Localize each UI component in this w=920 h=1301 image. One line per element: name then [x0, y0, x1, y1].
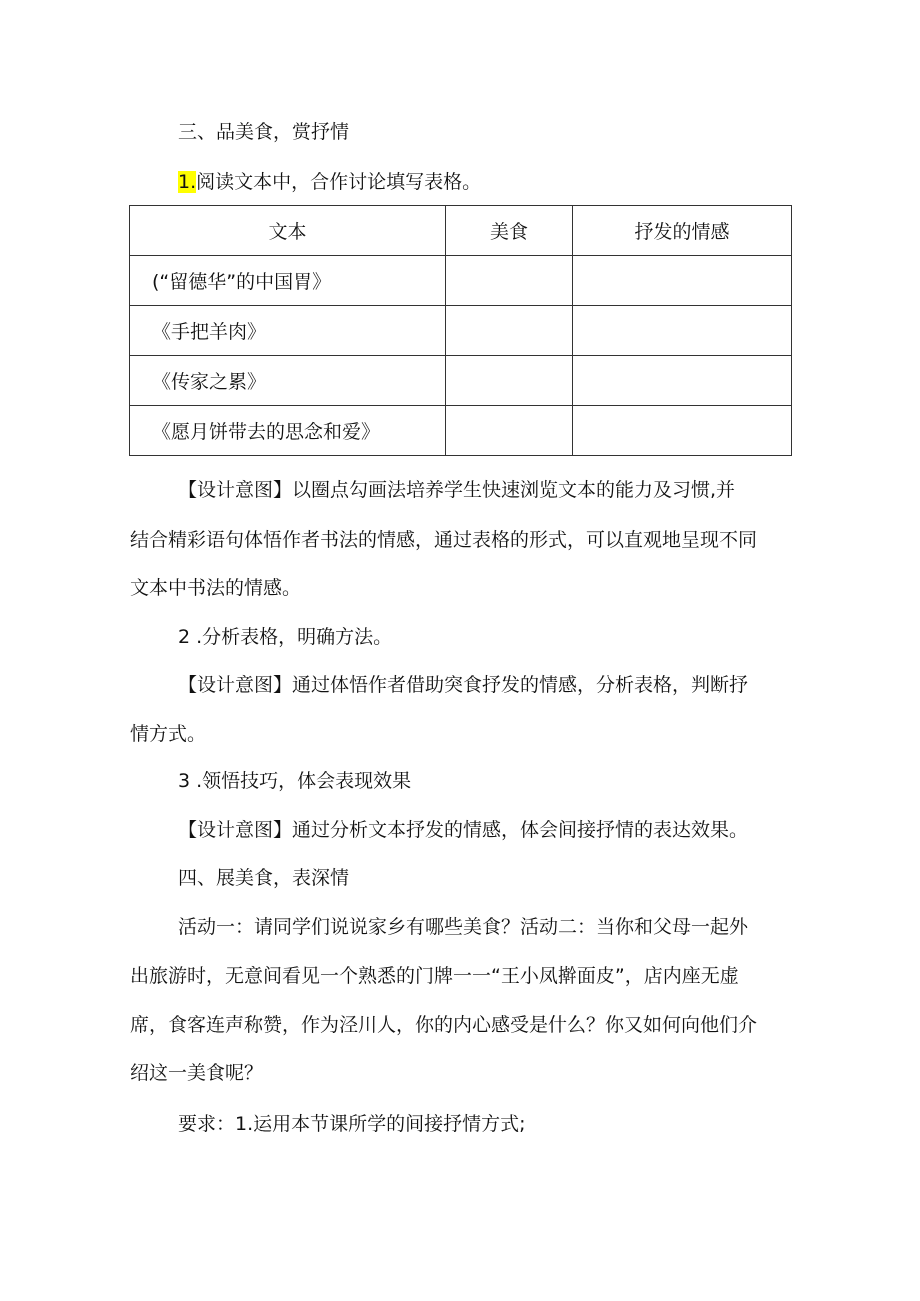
design-intent-1-line-1: 【设计意图】以圈点勾画法培养学生快速浏览文本的能力及习惯,并: [178, 479, 736, 501]
table-row: [130, 256, 792, 306]
activity-line-4: 绍这一美食呢？: [130, 1062, 264, 1084]
section-4-heading: 四、展美食，表深情: [178, 867, 350, 889]
requirement-line: 要求：1.运用本节课所学的间接抒情方式;: [178, 1113, 526, 1135]
cell-title: 《传家之累》: [130, 356, 446, 406]
item-1-text: 阅读文本中，合作讨论填写表格。: [196, 171, 482, 193]
table-row: [130, 406, 792, 456]
cell-emotion[interactable]: [573, 256, 792, 306]
design-intent-3: 【设计意图】通过分析文本抒发的情感，体会间接抒情的表达效果。: [178, 819, 749, 841]
cell-title: (“留德华”的中国胃》: [130, 256, 446, 306]
design-intent-1-line-3: 文本中书法的情感。: [130, 577, 302, 599]
item-3: 3 .领悟技巧，体会表现效果: [178, 770, 412, 792]
activity-line-1: 活动一：请同学们说说家乡有哪些美食？活动二：当你和父母一起外: [178, 916, 749, 938]
cell-food[interactable]: [446, 256, 573, 306]
design-intent-2-line-1: 【设计意图】通过体悟作者借助突食抒发的情感，分析表格，判断抒: [178, 674, 749, 696]
item-1: [178, 170, 810, 194]
header-emotion: 抒发的情感: [573, 206, 792, 256]
item-1-number: 1.: [178, 171, 197, 193]
design-intent-2-line-2: 情方式。: [130, 723, 207, 745]
header-text: 文本: [130, 206, 446, 256]
design-intent-1-line-2: 结合精彩语句体悟作者书法的情感，通过表格的形式，可以直观地呈现不同: [130, 529, 758, 551]
cell-food[interactable]: [446, 356, 573, 406]
cell-emotion[interactable]: [573, 306, 792, 356]
cell-food[interactable]: [446, 306, 573, 356]
section-3-heading: 三、品美食，赏抒情: [178, 121, 350, 143]
header-food: 美食: [446, 206, 573, 256]
cell-emotion[interactable]: [573, 356, 792, 406]
table-row: [130, 356, 792, 406]
activity-line-3: 席，食客连声称赞，作为泾川人，你的内心感受是什么？你又如何向他们介: [130, 1014, 758, 1036]
cell-food[interactable]: [446, 406, 573, 456]
table-row: [130, 306, 792, 356]
cell-title: 《手把羊肉》: [130, 306, 446, 356]
activity-line-2: 出旅游时，无意间看见一个熟悉的门牌一一“王小凤擀面皮”，店内座无虚: [130, 965, 739, 987]
food-emotion-table: [129, 205, 792, 456]
table-header-row: [130, 206, 792, 256]
item-2: 2 .分析表格，明确方法。: [178, 626, 393, 648]
cell-title: 《愿月饼带去的思念和爱》: [130, 406, 446, 456]
cell-emotion[interactable]: [573, 406, 792, 456]
